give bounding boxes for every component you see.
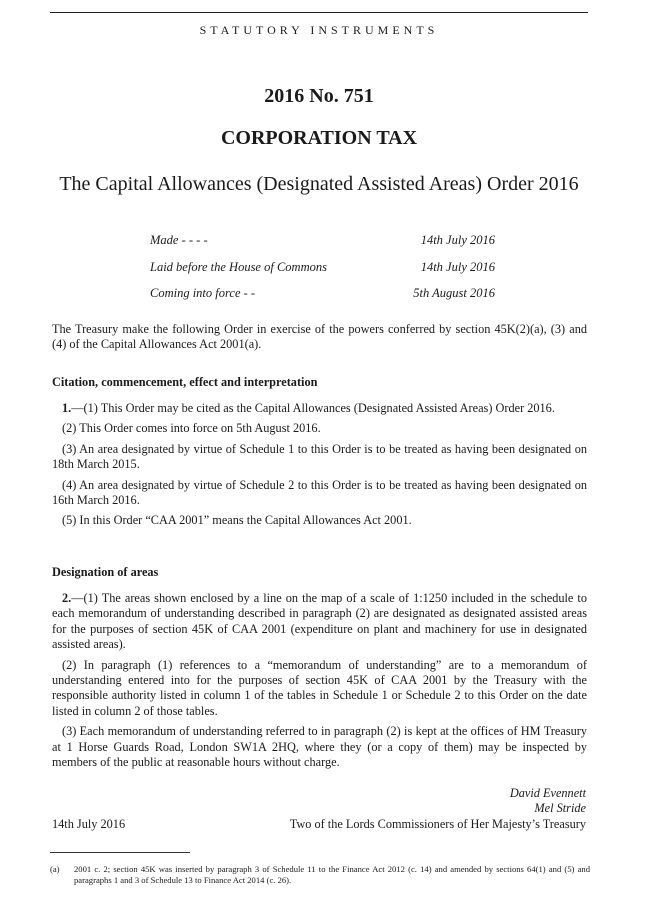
top-rule — [50, 12, 588, 13]
date-value: 14th July 2016 — [420, 233, 495, 247]
article-number: 2. — [62, 591, 72, 605]
article-number: 1. — [62, 401, 72, 415]
date-label: Made - - - - — [150, 233, 208, 247]
date-value: 14th July 2016 — [420, 259, 495, 274]
section2-body — [52, 591, 587, 770]
article1-para5: (5) In this Order “CAA 2001” means the Capital Allowances Act 2001. — [62, 513, 412, 528]
signatory-description: Two of the Lords Commissioners of Her Majesty’s Treasury — [289, 817, 586, 831]
footnote-rule — [50, 852, 190, 853]
dates-table — [150, 232, 495, 312]
date-value: 5th August 2016 — [413, 286, 495, 300]
date-row-made — [150, 232, 495, 259]
date-row-laid — [150, 259, 495, 286]
article1-para3: (3) An area designated by virtue of Schedule 1 to this Order is to be treated as having been designated on 18th March 2015. — [52, 441, 587, 472]
signature-date: 14th July 2016 — [52, 817, 126, 831]
subject-heading: CORPORATION TAX — [220, 127, 418, 149]
article2-para2: (2) In paragraph (1) references to a “memorandum of understanding” are to a memorandum of understanding entered into for the purposes of section 45K of CAA 2001 by the Treasury with the responsible authority listed in column 1 of the tables in Schedule 1 or Schedule 2 to this Order on the date listed in column 2 of those tables. — [52, 657, 587, 718]
article-text: —(1) The areas shown enclosed by a line on the map of a scale of 1:1250 included in the schedule to each memorandum of understanding described in paragraph (2) are designated as designated assisted areas for the purposes of section 45K of CAA 2001 (expenditure on plant and machinery for use in designated assisted areas). — [52, 591, 587, 652]
section1-heading: Citation, commencement, effect and interpretation — [52, 375, 318, 389]
signatory-name-1: David Evennett — [509, 786, 586, 800]
article1-para4: (4) An area designated by virtue of Schedule 2 to this Order is to be treated as having been designated on 16th March 2016. — [52, 477, 587, 508]
signatory-name-2: Mel Stride — [534, 801, 586, 815]
article-text: —(1) This Order may be cited as the Capital Allowances (Designated Assisted Areas) Order 2016. — [71, 401, 555, 415]
article1-para2: (2) This Order comes into force on 5th August 2016. — [62, 421, 321, 436]
section2-heading: Designation of areas — [52, 565, 159, 579]
series-label: STATUTORY INSTRUMENTS — [199, 23, 439, 37]
order-title: The Capital Allowances (Designated Assisted Areas) Order 2016 — [59, 173, 579, 195]
date-label: Laid before the House of Commons — [150, 259, 327, 274]
date-row-in-force — [150, 285, 495, 312]
article2-para1 — [52, 591, 587, 653]
preamble — [52, 322, 587, 353]
footnote-text: 2001 c. 2; section 45K was inserted by paragraph 3 of Schedule 11 to the Finance Act 2012 (c. 14) and amended by sections 64(1) and (5) and paragraphs 1 and 3 of Schedule 13 to Finance Act 2014 (c. 26). — [74, 864, 590, 885]
article1-para1 — [52, 401, 587, 416]
footnote-mark: (a) — [50, 864, 60, 874]
preamble-text: The Treasury make the following Order in exercise of the powers conferred by section 45K(2)(a), (3) and (4) of the Capital Allowances Act 2001(a). — [52, 322, 587, 352]
date-label: Coming into force - - — [150, 286, 256, 300]
instrument-number: 2016 No. 751 — [264, 85, 374, 107]
footnote — [50, 864, 590, 886]
section1-body — [52, 401, 587, 529]
article2-para3: (3) Each memorandum of understanding referred to in paragraph (2) is kept at the offices of HM Treasury at 1 Horse Guards Road, London SW1A 2HQ, where they (or a copy of them) may be inspected by members of the public at reasonable hours without charge. — [52, 724, 587, 770]
